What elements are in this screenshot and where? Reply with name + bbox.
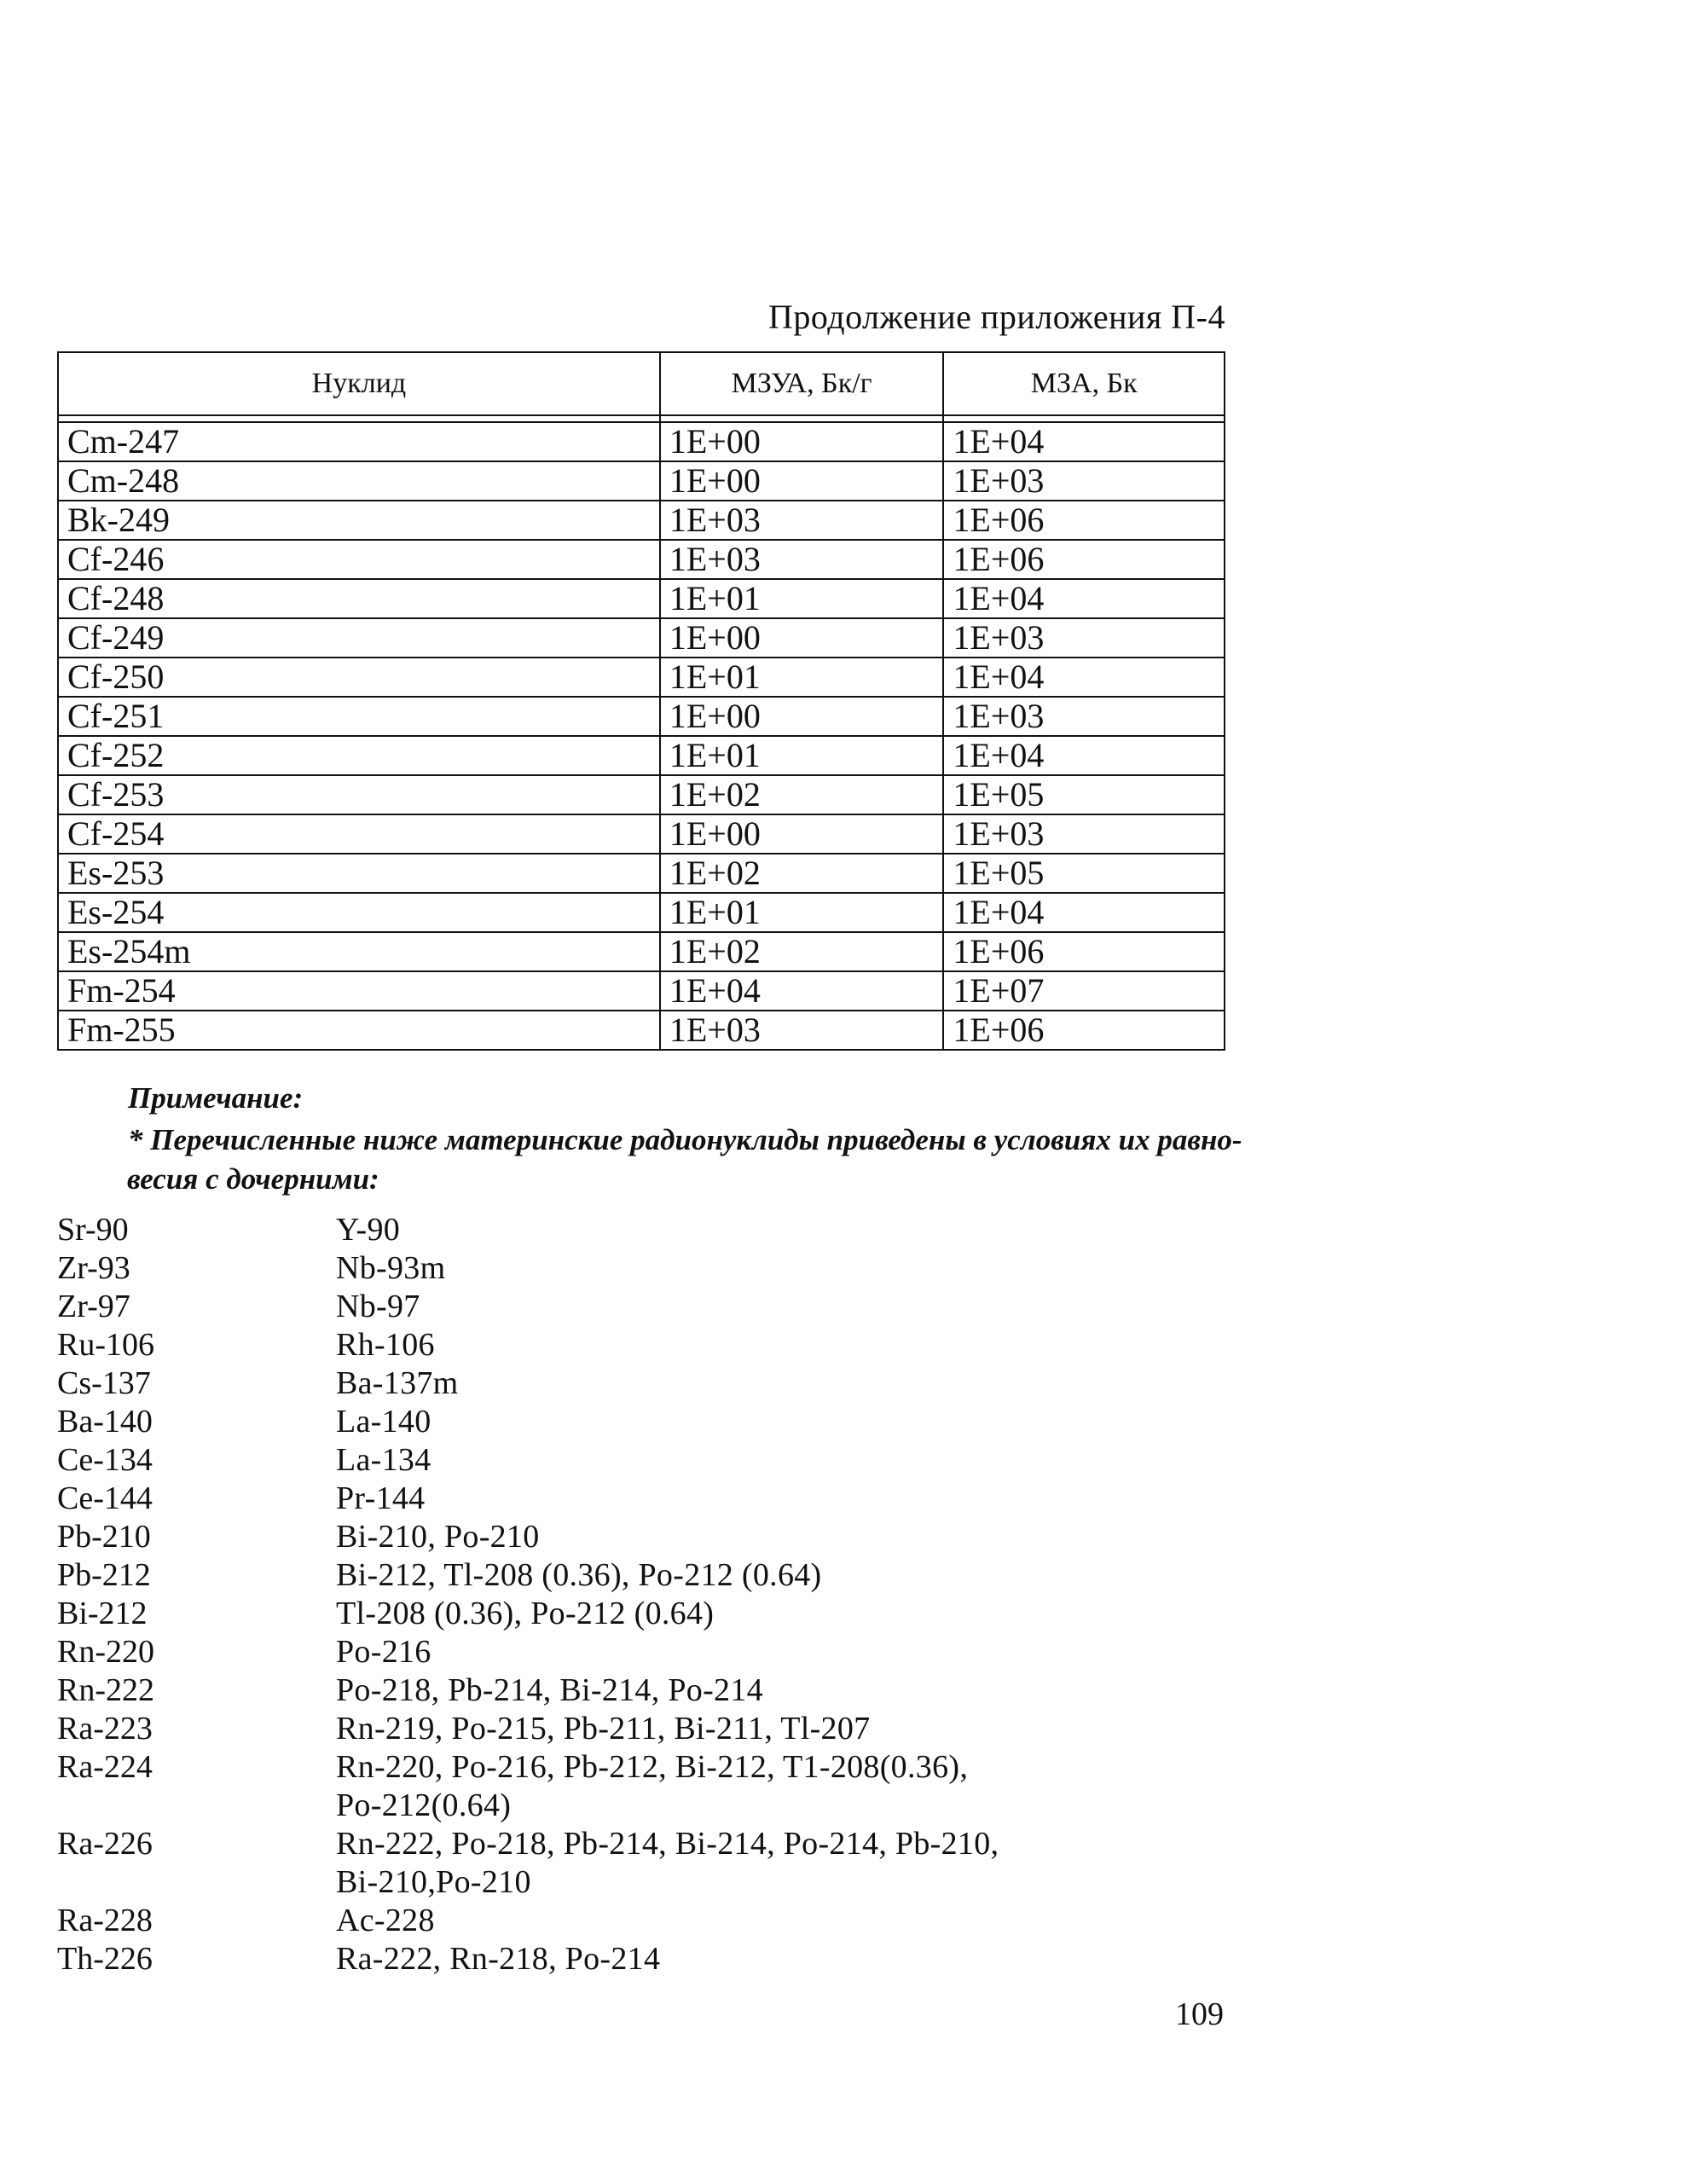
nuclide-cell: Es-254m	[58, 932, 660, 971]
nuclide-cell: Cf-248	[58, 579, 660, 618]
nuclide-cell: Cm-248	[58, 461, 660, 501]
daughter-nuclides: Ac-228	[336, 1903, 435, 1938]
activity-cell: 1E+04	[943, 579, 1225, 618]
daughter-nuclides: Rn-220, Po-216, Pb-212, Bi-212, T1-208(0.36), Po-212(0.64)	[336, 1749, 969, 1823]
table-row	[58, 658, 1225, 697]
daughter-nuclides: Y-90	[336, 1212, 401, 1248]
note-title: Примечание:	[128, 1081, 304, 1115]
specific-activity-cell: 1E+00	[660, 697, 944, 736]
daughter-nuclides: Bi-210, Po-210	[336, 1519, 540, 1555]
specific-activity-cell: 1E+02	[660, 854, 944, 893]
daughter-nuclides: Nb-97	[336, 1289, 420, 1324]
specific-activity-cell: 1E+04	[660, 971, 944, 1011]
daughter-nuclides: Ba-137m	[336, 1365, 459, 1401]
daughter-nuclides: Rn-219, Po-215, Pb-211, Bi-211, Tl-207	[336, 1711, 871, 1747]
specific-activity-cell: 1E+00	[660, 618, 944, 658]
parent-nuclide: Ce-134	[57, 1442, 153, 1478]
parent-nuclide: Ra-226	[57, 1826, 153, 1862]
note-line-1: * Перечисленные ниже материнские радионуклиды приведены в условиях их равно-	[128, 1123, 1242, 1156]
column-header-nuclide: Нуклид	[58, 352, 660, 415]
table-row	[58, 932, 1225, 971]
table-body	[58, 415, 1225, 1050]
specific-activity-cell: 1E+03	[660, 1011, 944, 1050]
table-row	[58, 971, 1225, 1011]
equilibrium-item	[57, 1249, 1166, 1288]
parent-nuclide: Ra-228	[57, 1903, 153, 1938]
table-header-row	[58, 352, 1225, 415]
table-row	[58, 501, 1225, 540]
equilibrium-item	[57, 1748, 1166, 1825]
specific-activity-cell: 1E+03	[660, 501, 944, 540]
table-row	[58, 814, 1225, 854]
parent-nuclide: Ce-144	[57, 1480, 153, 1516]
nuclide-cell: Fm-255	[58, 1011, 660, 1050]
equilibrium-item	[57, 1211, 1166, 1249]
activity-cell: 1E+06	[943, 501, 1225, 540]
parent-nuclide: Zr-97	[57, 1289, 130, 1324]
specific-activity-cell: 1E+03	[660, 540, 944, 579]
specific-activity-cell: 1E+00	[660, 461, 944, 501]
equilibrium-item	[57, 1940, 1166, 1978]
equilibrium-item	[57, 1518, 1166, 1556]
equilibrium-item	[57, 1326, 1166, 1364]
activity-cell: 1E+06	[943, 1011, 1225, 1050]
table-row	[58, 540, 1225, 579]
parent-nuclide: Sr-90	[57, 1212, 129, 1248]
equilibrium-item	[57, 1288, 1166, 1326]
equilibrium-item	[57, 1364, 1166, 1403]
nuclide-limits-table	[57, 351, 1225, 1051]
activity-cell: 1E+05	[943, 854, 1225, 893]
table-row	[58, 1011, 1225, 1050]
parent-nuclide: Ra-223	[57, 1711, 153, 1747]
daughter-nuclides: Pr-144	[336, 1480, 426, 1516]
daughter-nuclides: Po-218, Pb-214, Bi-214, Po-214	[336, 1672, 763, 1708]
parent-nuclide: Ru-106	[57, 1327, 154, 1363]
activity-cell: 1E+06	[943, 540, 1225, 579]
nuclide-cell: Fm-254	[58, 971, 660, 1011]
parent-nuclide: Ba-140	[57, 1404, 153, 1440]
daughter-nuclides: Bi-212, Tl-208 (0.36), Po-212 (0.64)	[336, 1557, 822, 1593]
daughter-nuclides: La-134	[336, 1442, 431, 1478]
parent-nuclide: Rn-222	[57, 1672, 154, 1708]
note-text	[127, 1121, 1242, 1199]
activity-cell: 1E+04	[943, 893, 1225, 932]
activity-cell: 1E+07	[943, 971, 1225, 1011]
nuclide-cell: Cf-250	[58, 658, 660, 697]
daughter-nuclides: Ra-222, Rn-218, Po-214	[336, 1941, 661, 1977]
nuclide-cell: Cf-246	[58, 540, 660, 579]
specific-activity-cell: 1E+00	[660, 814, 944, 854]
nuclide-cell: Cm-247	[58, 422, 660, 461]
nuclide-cell: Cf-252	[58, 736, 660, 775]
specific-activity-cell: 1E+02	[660, 932, 944, 971]
daughter-nuclides: La-140	[336, 1404, 431, 1440]
column-header-activity: МЗА, Бк	[943, 352, 1225, 415]
specific-activity-cell: 1E+02	[660, 775, 944, 814]
activity-cell: 1E+04	[943, 736, 1225, 775]
activity-cell: 1E+03	[943, 618, 1225, 658]
equilibrium-item	[57, 1556, 1166, 1595]
table-spacer	[58, 415, 1225, 422]
equilibrium-item	[57, 1671, 1166, 1710]
activity-cell: 1E+03	[943, 814, 1225, 854]
equilibrium-item	[57, 1441, 1166, 1480]
daughter-nuclides: Po-216	[336, 1634, 431, 1670]
table-row	[58, 736, 1225, 775]
table-row	[58, 893, 1225, 932]
note-line-2: весия с дочерними:	[127, 1162, 379, 1196]
activity-cell: 1E+05	[943, 775, 1225, 814]
activity-cell: 1E+03	[943, 697, 1225, 736]
daughter-nuclides: Rn-222, Po-218, Pb-214, Bi-214, Po-214, Pb-210, Bi-210,Po-210	[336, 1826, 999, 1900]
daughter-nuclides: Rh-106	[336, 1327, 435, 1363]
nuclide-cell: Es-254	[58, 893, 660, 932]
specific-activity-cell: 1E+01	[660, 658, 944, 697]
activity-cell: 1E+04	[943, 422, 1225, 461]
equilibrium-item	[57, 1480, 1166, 1518]
specific-activity-cell: 1E+01	[660, 736, 944, 775]
equilibrium-item	[57, 1633, 1166, 1671]
parent-nuclide: Ra-224	[57, 1749, 153, 1785]
page-number: 109	[1175, 1996, 1224, 2032]
parent-nuclide: Bi-212	[57, 1596, 148, 1631]
nuclide-cell: Cf-249	[58, 618, 660, 658]
table-row	[58, 422, 1225, 461]
table-row	[58, 697, 1225, 736]
nuclide-cell: Cf-254	[58, 814, 660, 854]
parent-nuclide: Cs-137	[57, 1365, 151, 1401]
parent-nuclide: Th-226	[57, 1941, 153, 1977]
activity-cell: 1E+04	[943, 658, 1225, 697]
nuclide-cell: Bk-249	[58, 501, 660, 540]
specific-activity-cell: 1E+01	[660, 579, 944, 618]
table-row	[58, 461, 1225, 501]
specific-activity-cell: 1E+00	[660, 422, 944, 461]
continuation-heading: Продолжение приложения П-4	[767, 298, 1225, 336]
table-row	[58, 618, 1225, 658]
activity-cell: 1E+03	[943, 461, 1225, 501]
activity-cell: 1E+06	[943, 932, 1225, 971]
table-row	[58, 775, 1225, 814]
equilibrium-item	[57, 1595, 1166, 1633]
equilibrium-item	[57, 1825, 1166, 1902]
daughter-nuclides: Nb-93m	[336, 1250, 446, 1286]
equilibrium-item	[57, 1902, 1166, 1940]
nuclide-cell: Es-253	[58, 854, 660, 893]
column-header-specific-activity: МЗУА, Бк/г	[660, 352, 944, 415]
parent-nuclide: Zr-93	[57, 1250, 130, 1286]
daughter-nuclides: Tl-208 (0.36), Po-212 (0.64)	[336, 1596, 715, 1631]
equilibrium-item	[57, 1403, 1166, 1441]
table-row	[58, 854, 1225, 893]
nuclide-cell: Cf-253	[58, 775, 660, 814]
nuclide-cell: Cf-251	[58, 697, 660, 736]
table-row	[58, 579, 1225, 618]
specific-activity-cell: 1E+01	[660, 893, 944, 932]
parent-nuclide: Rn-220	[57, 1634, 154, 1670]
parent-nuclide: Pb-212	[57, 1557, 151, 1593]
equilibrium-item	[57, 1710, 1166, 1748]
equilibrium-list	[57, 1211, 1166, 1978]
parent-nuclide: Pb-210	[57, 1519, 151, 1555]
